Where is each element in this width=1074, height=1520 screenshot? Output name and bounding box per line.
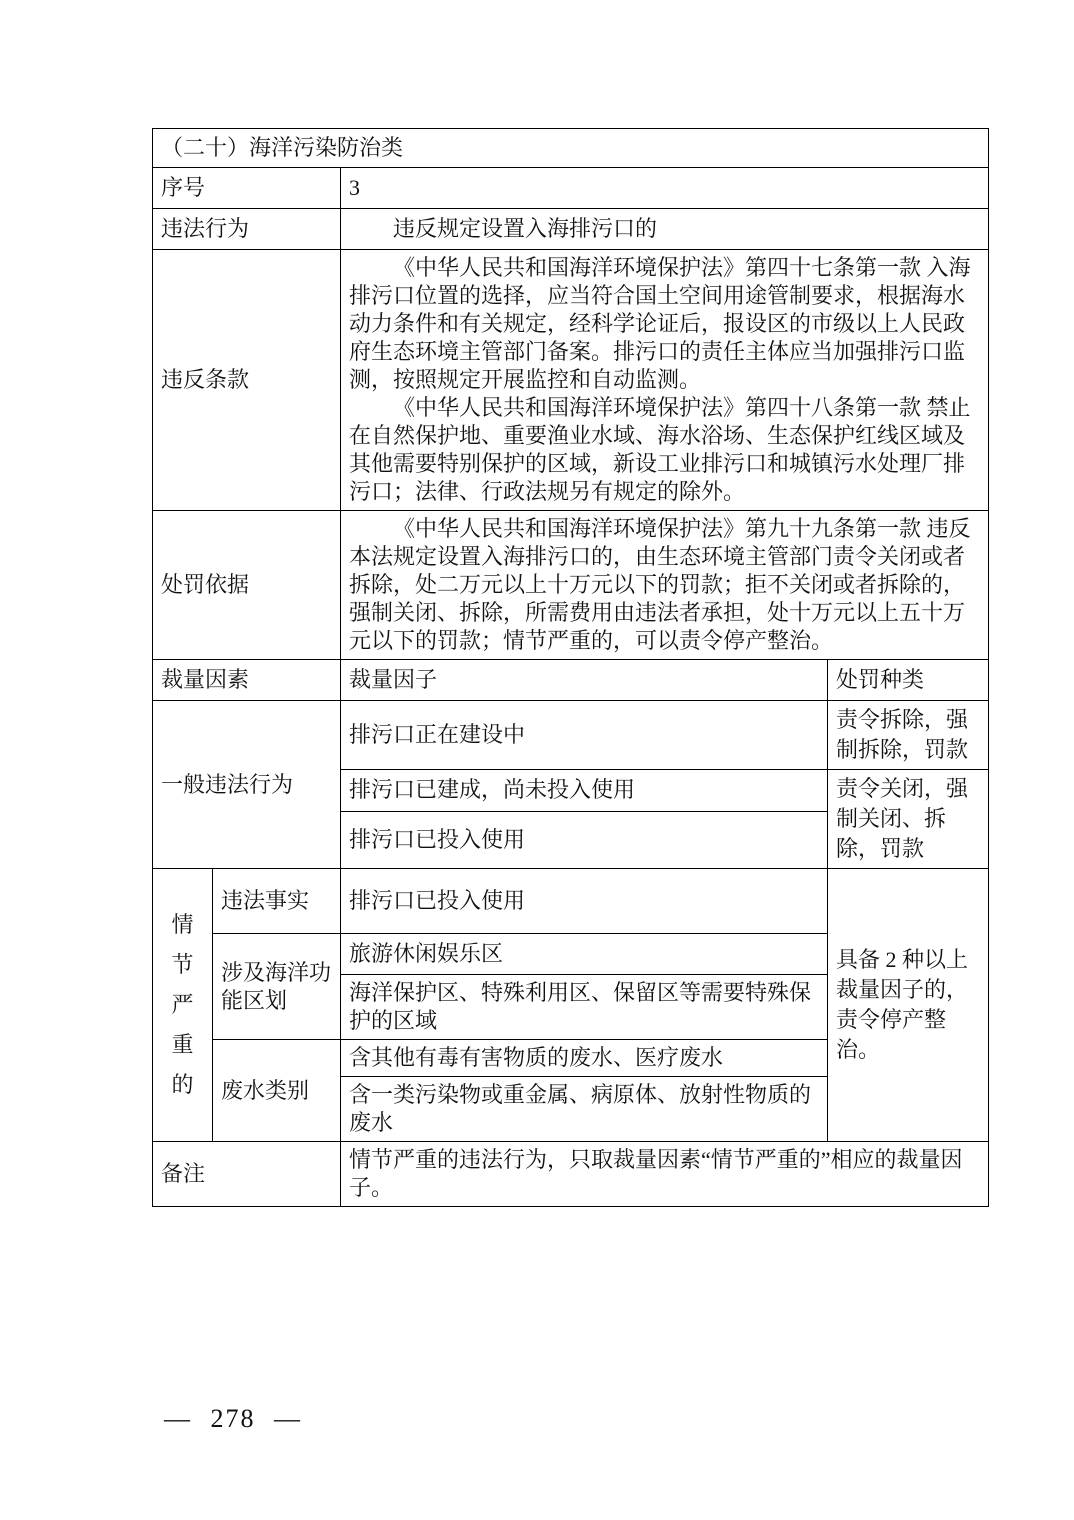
clause-paragraph: 《中华人民共和国海洋环境保护法》第四十八条第一款 禁止在自然保护地、重要渔业水域、海水浴场、生态保护红线区域及其他需要特别保护的区域，新设工业排污口和城镇污水处理厂排污口；法律、行政法规另有规定的除外。 <box>349 395 971 504</box>
table-row <box>153 1142 989 1207</box>
serial-value-cell: 3 <box>341 168 989 209</box>
serious-violation-label-cell <box>153 869 213 1142</box>
factor-cell: 排污口正在建设中 <box>341 701 828 770</box>
factor-cell: 排污口已建成，尚未投入使用 <box>341 770 828 812</box>
table-row <box>153 168 989 209</box>
clause-paragraph: 《中华人民共和国海洋环境保护法》第四十七条第一款 入海排污口位置的选择，应当符合国土空间用途管制要求，根据海水动力条件和有关规定，经科学论证后，报设区的市级以上人民政府生态环境主管部门备案。排污口的责任主体应当加强排污口监测，按照规定开展监控和自动监测。 <box>349 255 971 392</box>
factor-cell: 旅游休闲娱乐区 <box>341 934 828 975</box>
penalty-cell: 责令拆除，强制拆除，罚款 <box>828 701 989 770</box>
factor-cell: 排污口已投入使用 <box>341 811 828 868</box>
serial-label-cell: 序号 <box>153 168 341 209</box>
clause-label-cell: 违反条款 <box>153 250 341 511</box>
penalty-cell: 责令关闭，强制关闭、拆除，罚款 <box>828 770 989 869</box>
penalty-basis-label-cell: 处罚依据 <box>153 511 341 660</box>
table-row <box>153 250 989 511</box>
table-row <box>153 129 989 168</box>
serious-group-label-cell: 废水类别 <box>213 1040 341 1142</box>
serious-violation-label: 情节严重的 <box>171 912 194 1097</box>
table-row <box>153 869 989 934</box>
violation-value-cell: 违反规定设置入海排污口的 <box>341 209 989 250</box>
factor-cell: 含其他有毒有害物质的废水、医疗废水 <box>341 1040 828 1077</box>
penalty-basis-paragraph: 《中华人民共和国海洋环境保护法》第九十九条第一款 违反本法规定设置入海排污口的，由生态环境主管部门责令关闭或者拆除，处二万元以上十万元以下的罚款；拒不关闭或者拆除的，强制关闭、拆除，所需费用由违法者承担，处十万元以上五十万元以下的罚款；情节严重的，可以责令停产整治。 <box>349 516 971 653</box>
table-row <box>153 660 989 701</box>
general-violation-label-cell: 一般违法行为 <box>153 701 341 869</box>
factor-cell: 含一类污染物或重金属、病原体、放射性物质的废水 <box>341 1077 828 1142</box>
table-row <box>153 209 989 250</box>
remark-label-cell: 备注 <box>153 1142 341 1207</box>
penalty-type-header-cell: 处罚种类 <box>828 660 989 701</box>
page-number: — 278 — <box>164 1404 302 1433</box>
discretion-subfactor-header-cell: 裁量因子 <box>341 660 828 701</box>
penalty-discretion-table <box>152 128 989 1207</box>
table-row <box>153 511 989 660</box>
clause-value-cell <box>341 250 989 511</box>
penalty-basis-value-cell <box>341 511 989 660</box>
serious-penalty-cell: 具备 2 种以上裁量因子的，责令停产整治。 <box>828 869 989 1142</box>
factor-cell: 海洋保护区、特殊利用区、保留区等需要特殊保护的区域 <box>341 975 828 1040</box>
serious-group-label-cell: 涉及海洋功能区划 <box>213 934 341 1040</box>
category-header-cell: （二十）海洋污染防治类 <box>153 129 989 168</box>
penalty-table-container <box>152 128 989 1207</box>
remark-value-cell: 情节严重的违法行为，只取裁量因素“情节严重的”相应的裁量因子。 <box>341 1142 989 1207</box>
table-row <box>153 701 989 770</box>
discretion-factor-header-cell: 裁量因素 <box>153 660 341 701</box>
violation-label-cell: 违法行为 <box>153 209 341 250</box>
serious-group-label-cell: 违法事实 <box>213 869 341 934</box>
factor-cell: 排污口已投入使用 <box>341 869 828 934</box>
